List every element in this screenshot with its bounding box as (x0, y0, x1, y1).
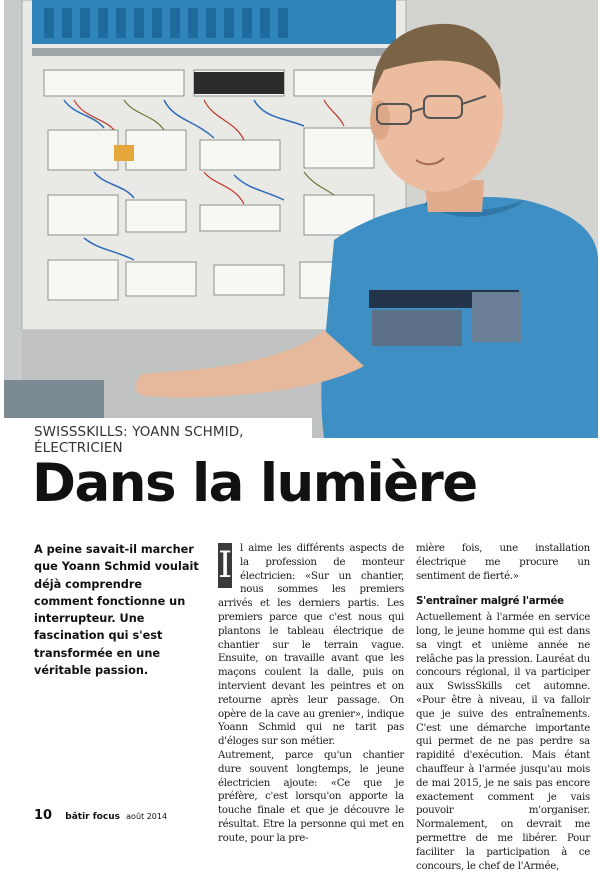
page-footer (34, 808, 167, 823)
section-subheading: S'entraîner malgré l'armée (416, 596, 564, 608)
article-lead: A peine savait-il marcher que Yoann Schmid voulait déjà comprendre comment fonctionne un interrupteur. Une fascination qui s'est transformée en une véritable passion. (34, 543, 199, 678)
body-paragraph: l aime les différents aspects de la profession de monteur électricien: «Sur un chantier, nous sommes les premiers arrivés et les derniers partis. Les premiers parce que c'est nous qui plantons le tableau électrique de chantier sur le terrain vague. Ensuite, on travaille avant que les maçons coulent la dalle, puis on intervient devant les peintres et on retourne après leur passage. On opère de la cave au grenier», indique Yoann Schmid qui ne tarit pas d'éloges sur son métier. (218, 543, 404, 748)
publication-date: août 2014 (126, 812, 168, 821)
body-paragraph: Actuellement à l'armée en service long, le jeune homme qui est dans sa vingt et unième année ne relâche pas la pression. Lauréat du concours régional, il va participer aux SwissSkills cet automne. «Pour être à niveau, il va falloir que je suive des entraînements. C'est une démarche importante qui permet de ne pas perdre sa rapidité d'exécution. Mais étant chauffeur à l'armée jusqu'au mois de mai 2015, je ne sais pas encore exactement comment je vais pouvoir m'organiser. Normalement, on devrait me permettre de me libérer. Pour faciliter la participation à ce concours, le chef de l'Armée, (416, 612, 590, 872)
page-number: 10 (34, 808, 53, 823)
drop-cap: I (218, 545, 232, 586)
body-column-2 (416, 542, 590, 873)
publication-name: bâtir focus (65, 812, 120, 822)
body-paragraph: mière fois, une installation électrique me procure un sentiment de fierté.» (416, 543, 590, 582)
hero-photo (4, 0, 598, 438)
section-kicker: SWISSSKILLS: YOANN SCHMID, ÉLECTRICIEN (0, 418, 312, 446)
body-column-1 (218, 542, 404, 846)
article-headline: Dans la lumière (32, 453, 477, 514)
photo-illustration (4, 0, 598, 438)
body-paragraph: Autrement, parce qu'un chantier dure souvent longtemps, le jeune électricien ajoute: «Ce que je préfère, c'est lorsqu'on apporte la touche finale et que je découvre le résultat. Etre la personne qui met en route, pour la pre- (218, 749, 404, 844)
